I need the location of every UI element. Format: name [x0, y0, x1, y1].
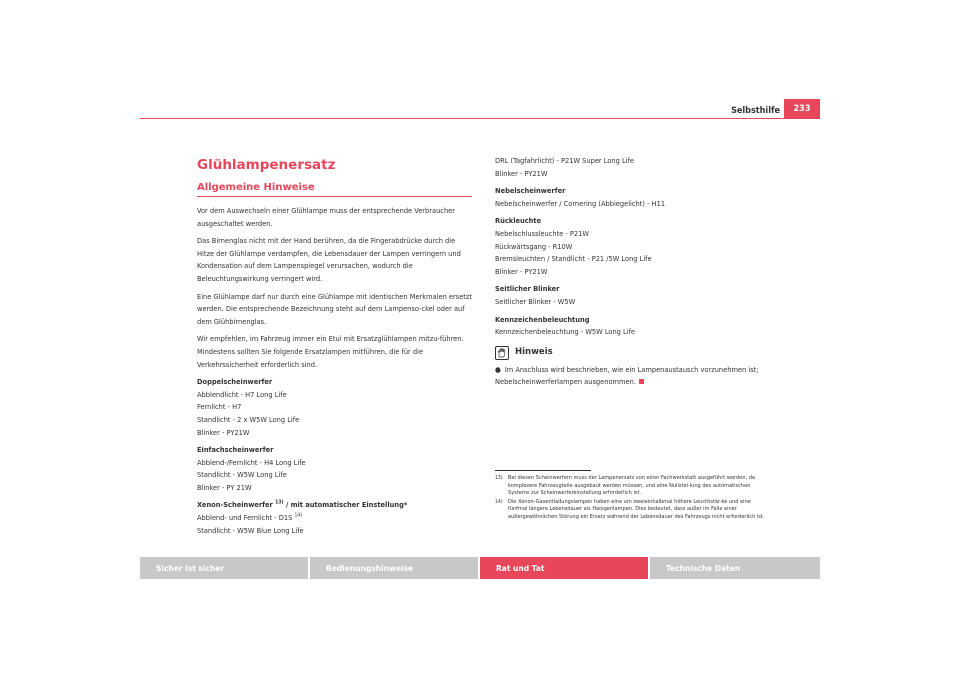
note-header — [495, 346, 785, 360]
nav-tab-technische-daten[interactable]: Technische Daten — [650, 557, 820, 579]
lamp-group-front-continued — [495, 155, 785, 180]
lamp-line: Abblend-/Fernlicht - H4 Long Life — [197, 457, 306, 467]
footnotes — [495, 475, 770, 523]
lamp-group-kennzeichenbeleuchtung — [495, 314, 785, 339]
bullet-icon: ● — [495, 364, 501, 374]
lamp-line: Standlicht - W5W Blue Long Life — [197, 525, 304, 535]
lamp-line: Nebelscheinwerfer / Cornering (Abbiegelicht) - H11 — [495, 198, 666, 208]
lamp-group-seitlicher-blinker — [495, 283, 785, 308]
section-divider — [197, 196, 472, 197]
lamp-group-nebelscheinwerfer — [495, 185, 785, 210]
footnote-ref-13[interactable]: 13) — [275, 500, 284, 506]
footnote-text: Die Xenon-Gasentladungslampen haben eine um zweieinhalbmal höhere Leuchtstär-ke und eine fünfmal längere Lebensdauer als Halogenlampen. Dies bedeutet, dass außer im Falle einer außergewöhnlichen Störung ein Ersatz während der Lebensdauer des Fahrzeugs nicht erforderlich ist. — [508, 498, 765, 520]
header-divider — [140, 118, 820, 119]
lamp-line: Kennzeichenbeleuchtung - W5W Long Life — [495, 327, 635, 337]
group-heading: Nebelscheinwerfer — [495, 186, 566, 196]
nav-tab-bedienungshinweise[interactable]: Bedienungshinweise — [310, 557, 478, 579]
group-heading: Kennzeichenbeleuchtung — [495, 314, 590, 324]
heading-part: Xenon-Scheinwerfer — [197, 500, 273, 510]
nav-tab-sicher-ist-sicher[interactable]: Sicher ist sicher — [140, 557, 308, 579]
lamp-group-einfachscheinwerfer — [197, 444, 472, 494]
header-title: Selbsthilfe — [731, 106, 780, 116]
lamp-line: Standlicht - W5W Long Life — [197, 470, 287, 480]
lamp-group-xenon — [197, 499, 472, 537]
lamp-group-rueckleuchte — [495, 215, 785, 278]
left-column — [197, 157, 472, 542]
footnote-divider — [495, 470, 591, 471]
lamp-line: Fernlicht - H7 — [197, 402, 242, 412]
footnote-mark: 13) — [495, 475, 503, 481]
lamp-group-doppelscheinwerfer — [197, 376, 472, 439]
footnote-text: Bei diesen Scheinwerfern muss der Lampenersatz von einer Fachwerkstatt ausgeführt werden, da komplexere Fahrzeugteile ausgebaut werden müssen, und eine Nullstel-lung des automatischen Systems zur Scheinwerfereinstellung erforderlich ist. — [508, 475, 755, 497]
paragraph: Wir empfehlen, im Fahrzeug immer ein Etui mit Ersatzglühlampen mitzu-führen. Mindestens sollten Sie folgende Ersatzlampen mitführen, die für die Verkehrssicherheit erforderlich sind. — [197, 334, 464, 369]
footnote-14 — [495, 499, 770, 522]
section-title: Allgemeine Hinweise — [197, 182, 315, 193]
page-number: 233 — [784, 99, 820, 118]
paragraph: Das Birnenglas nicht mit der Hand berühren, da die Fingerabdrücke durch die Hitze der Glühlampe verdampfen, die Lebensdauer der Lampen verringern und Kondensation auf dem Lampenspiegel verursachen, wodurch die Beleuchtungswirkung verringert wird. — [197, 236, 461, 283]
note-body: Im Anschluss wird beschrieben, wie ein Lampenaustausch vorzunehmen ist; Nebelscheinwerferlampen ausgenommen. — [495, 364, 759, 387]
group-heading: Seitlicher Blinker — [495, 284, 560, 294]
nav-tab-rat-und-tat[interactable]: Rat und Tat — [480, 557, 648, 579]
group-heading: Rückleuchte — [495, 216, 542, 226]
lamp-line: Blinker - PY21W — [197, 427, 250, 437]
right-column — [495, 155, 785, 389]
lamp-line: Blinker - PY 21W — [197, 482, 252, 492]
lamp-line: Rückwärtsgang - R10W — [495, 241, 573, 251]
lamp-line: Nebelschlussleuchte - P21W — [495, 228, 589, 238]
lamp-line: DRL (Tagfahrlicht) - P21W Super Long Life — [495, 156, 634, 165]
page-title: Glühlampenersatz — [197, 157, 336, 173]
lamp-line-text: Abblend- und Fernlicht - D1S — [197, 513, 293, 523]
lamp-line: Standlicht - 2 x W5W Long Life — [197, 414, 300, 424]
hand-note-icon — [495, 346, 509, 360]
note-title: Hinweis — [515, 347, 553, 358]
lamp-line: Bremsleuchten / Standlicht - P21 /5W Long Life — [495, 254, 652, 264]
heading-part: / mit automatischer Einstellung* — [285, 500, 408, 510]
lamp-line: Blinker - PY21W — [495, 266, 548, 276]
footnote-13 — [495, 475, 770, 498]
group-heading: Doppelscheinwerfer — [197, 377, 273, 387]
group-heading — [197, 499, 472, 512]
paragraph: Vor dem Auswechseln einer Glühlampe muss der entsprechende Verbraucher ausgeschaltet werden. — [197, 206, 455, 228]
end-marker-icon — [639, 379, 644, 384]
lamp-line: Abblendlicht - H7 Long Life — [197, 389, 287, 399]
footnote-mark: 14) — [495, 498, 503, 505]
note-text — [495, 364, 785, 389]
lamp-line — [197, 512, 472, 525]
lamp-line: Seitlicher Blinker - W5W — [495, 296, 576, 306]
lamp-line: Blinker - PY21W — [495, 168, 548, 178]
paragraph: Eine Glühlampe darf nur durch eine Glühlampe mit identischen Merkmalen ersetzt werden. Die entsprechende Bezeichnung steht auf dem Lampenso-ckel oder auf dem Glühbirnenglas. — [197, 291, 473, 326]
footnote-ref-14[interactable]: 14) — [294, 512, 302, 519]
group-heading: Einfachscheinwerfer — [197, 445, 274, 455]
